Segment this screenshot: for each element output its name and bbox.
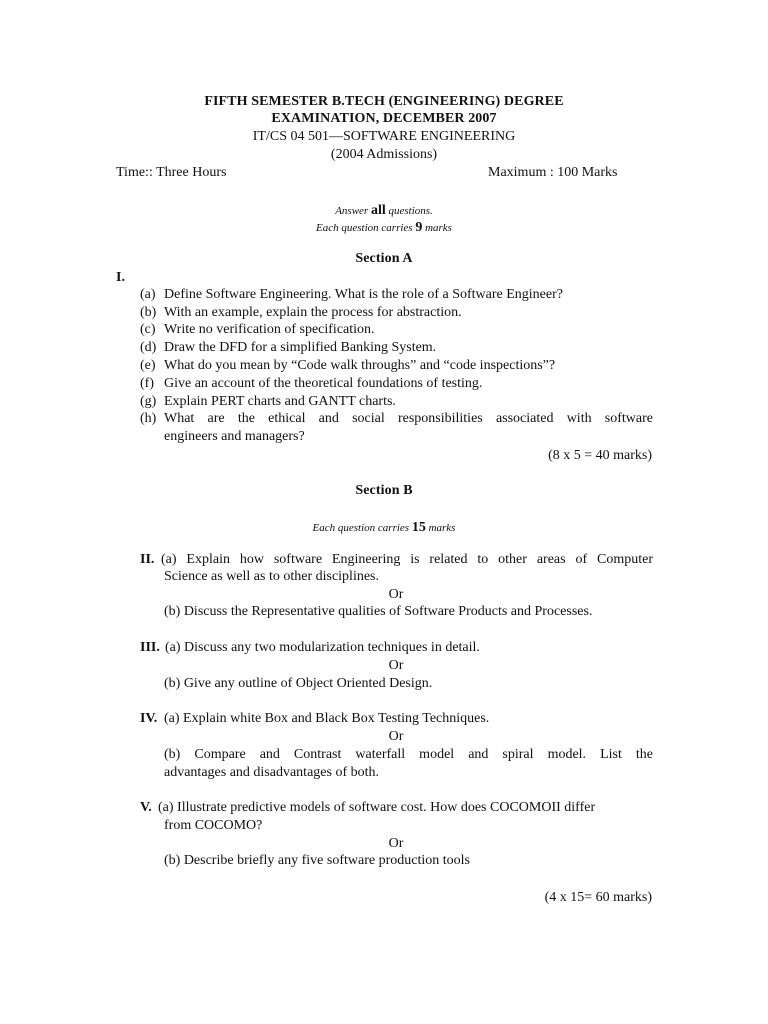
carries-prefix: Each question carries bbox=[316, 222, 416, 234]
item-label-a: (a) bbox=[140, 287, 156, 302]
time-allowed: Time:: Three Hours bbox=[116, 165, 227, 180]
question-iv-b-line-1: (b) Compare and Contrast waterfall model and spiral model. List the bbox=[164, 747, 653, 762]
section-b-carries-prefix: Each question carries bbox=[312, 522, 412, 534]
question-iv-b-line-2: advantages and disadvantages of both. bbox=[164, 765, 379, 780]
or-separator-iii: Or bbox=[388, 658, 404, 673]
question-v-a-line-1: (a) Illustrate predictive models of software cost. How does COCOMOII differ bbox=[158, 800, 596, 815]
item-text-c: Write no verification of specification. bbox=[164, 322, 375, 337]
item-label-b: (b) bbox=[140, 305, 157, 320]
question-ii-a-line-1: (a) Explain how software Engineering is related to other areas of Computer bbox=[161, 552, 653, 567]
question-number-iv: IV. bbox=[140, 711, 158, 726]
question-v-a-line-2: from COCOMO? bbox=[164, 818, 263, 833]
item-label-c: (c) bbox=[140, 322, 156, 337]
item-text-g: Explain PERT charts and GANTT charts. bbox=[164, 394, 396, 409]
question-number-iii: III. bbox=[140, 640, 160, 655]
question-ii-a-line-2: Science as well as to other disciplines. bbox=[164, 569, 379, 584]
question-v-b: (b) Describe briefly any five software production tools bbox=[164, 853, 470, 868]
admissions-year: (2004 Admissions) bbox=[330, 147, 438, 162]
item-text-e: What do you mean by “Code walk throughs” and “code inspections”? bbox=[164, 358, 556, 373]
section-b-marks: (4 x 15= 60 marks) bbox=[544, 890, 652, 905]
answer-instruction bbox=[0, 201, 768, 219]
item-label-g: (g) bbox=[140, 394, 157, 409]
question-iv-a: (a) Explain white Box and Black Box Testing Techniques. bbox=[164, 711, 490, 726]
or-separator-v: Or bbox=[388, 836, 404, 851]
item-text-f: Give an account of the theoretical foundations of testing. bbox=[164, 376, 483, 391]
question-number-ii: II. bbox=[140, 552, 155, 567]
answer-instruction-prefix: Answer bbox=[335, 205, 371, 217]
marks-per-question-instruction bbox=[0, 218, 768, 236]
exam-title-line-2: EXAMINATION, DECEMBER 2007 bbox=[271, 111, 497, 126]
question-number-i: I. bbox=[116, 270, 125, 285]
item-text-h-line-2: engineers and managers? bbox=[164, 429, 305, 444]
item-text-d: Draw the DFD for a simplified Banking System. bbox=[164, 340, 437, 355]
section-b-marks-instruction bbox=[0, 518, 768, 536]
answer-instruction-suffix: questions. bbox=[385, 205, 433, 217]
exam-title-line-1: FIFTH SEMESTER B.TECH (ENGINEERING) DEGREE bbox=[204, 94, 564, 109]
or-separator-ii: Or bbox=[388, 587, 404, 602]
section-a-marks: (8 x 5 = 40 marks) bbox=[548, 448, 652, 463]
or-separator-iv: Or bbox=[388, 729, 404, 744]
course-code-title: IT/CS 04 501—SOFTWARE ENGINEERING bbox=[252, 129, 516, 144]
item-label-d: (d) bbox=[140, 340, 157, 355]
question-number-v: V. bbox=[140, 800, 152, 815]
item-label-f: (f) bbox=[140, 376, 154, 391]
section-b-heading: Section B bbox=[355, 483, 413, 498]
question-iii-b: (b) Give any outline of Object Oriented Design. bbox=[164, 676, 433, 691]
item-label-e: (e) bbox=[140, 358, 156, 373]
section-b-carries-emphasis: 15 bbox=[411, 520, 426, 535]
carries-suffix: marks bbox=[422, 222, 452, 234]
item-label-h: (h) bbox=[140, 411, 157, 426]
section-b-carries-suffix: marks bbox=[425, 522, 456, 534]
question-ii-b: (b) Discuss the Representative qualities of Software Products and Processes. bbox=[164, 604, 593, 619]
question-iii-a: (a) Discuss any two modularization techniques in detail. bbox=[165, 640, 480, 655]
maximum-marks: Maximum : 100 Marks bbox=[488, 165, 618, 180]
answer-instruction-emphasis: all bbox=[370, 203, 386, 218]
item-text-h-line-1: What are the ethical and social responsibilities associated with software bbox=[164, 411, 653, 426]
section-a-heading: Section A bbox=[355, 251, 413, 266]
carries-emphasis: 9 bbox=[415, 220, 423, 235]
item-text-b: With an example, explain the process for abstraction. bbox=[164, 305, 462, 320]
item-text-a: Define Software Engineering. What is the role of a Software Engineer? bbox=[164, 287, 563, 302]
